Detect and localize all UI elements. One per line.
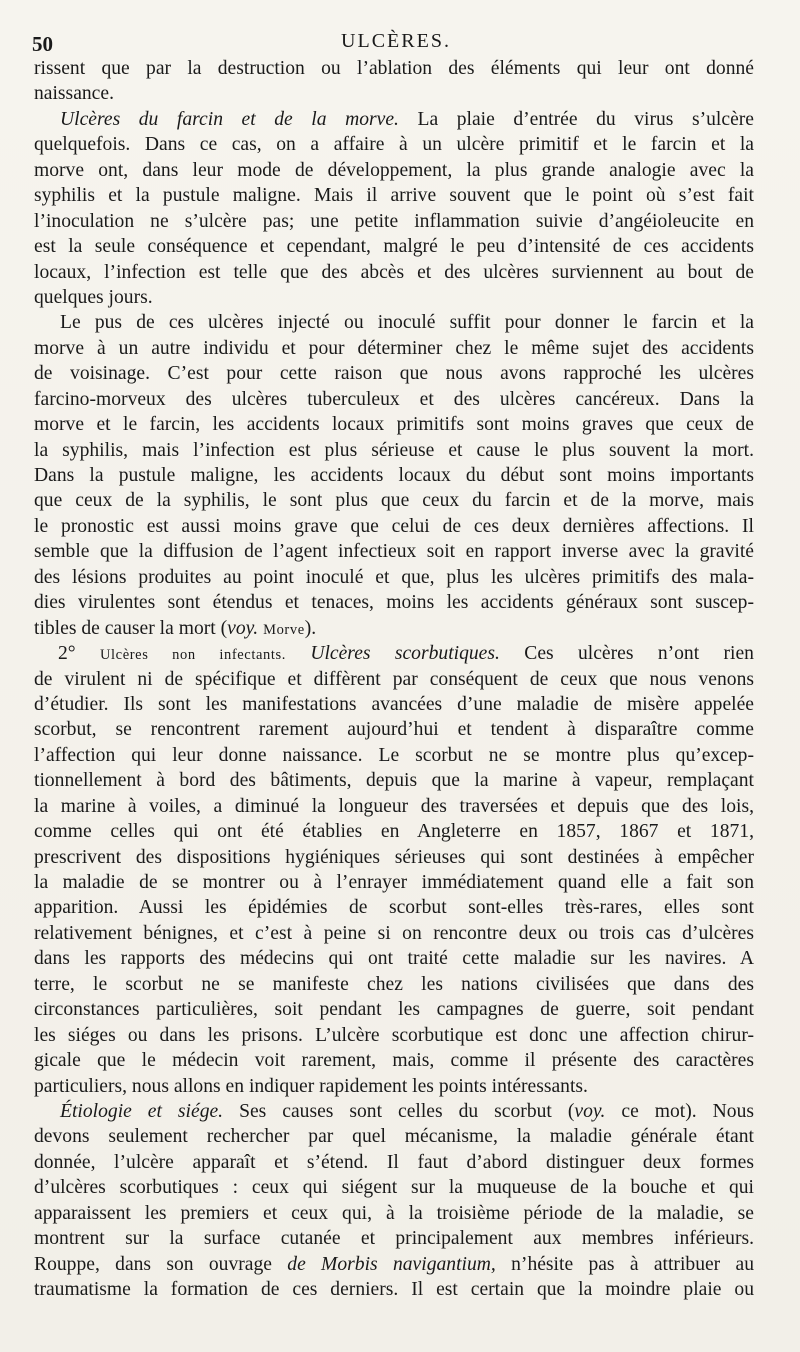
text-line: la syphilis, mais l’infection est plus sérieuse et cause le plus souvent la mort. bbox=[34, 439, 754, 461]
text-line: de virulent ni de spécifique et diffèrent par conséquent de ceux que nous venons bbox=[34, 668, 754, 690]
text-segment: ce mot). Nous bbox=[605, 1100, 754, 1122]
text-segment: Ses causes sont celles du scorbut ( bbox=[223, 1100, 575, 1122]
text-line: la maladie de se montrer ou à l’enrayer immédiatement quand elle a fait son bbox=[34, 872, 754, 893]
running-title: ULCÈRES. bbox=[341, 30, 451, 52]
text-line bbox=[34, 107, 754, 132]
text-line: morve et le farcin, les accidents locaux primitifs sont moins graves que ceux de bbox=[34, 414, 754, 436]
text-line bbox=[34, 641, 754, 666]
text-line: montrent sur la surface cutanée et principalement aux membres inférieurs. bbox=[34, 1228, 754, 1250]
text-line: les siéges ou dans les prisons. L’ulcère scorbutique est donc une affection chirur- bbox=[34, 1024, 754, 1046]
text-segment: tibles de causer la mort ( bbox=[34, 617, 228, 639]
page-header bbox=[32, 28, 760, 56]
text-line: rissent que par la destruction ou l’ablation des éléments qui leur ont donné bbox=[34, 58, 754, 79]
text-line: le pronostic est aussi moins grave que celui de ces deux dernières affections. Il bbox=[34, 515, 754, 537]
text-line: la marine à voiles, a diminué la longueur des traversées et depuis que des lois, bbox=[34, 795, 754, 817]
text-line: traumatisme la formation de ces derniers. Il est certain que la moindre plaie ou bbox=[34, 1279, 754, 1300]
text-line: est la seule conséquence et cependant, malgré le peu d’intensité de ces accidents bbox=[34, 236, 754, 258]
italic-text: Étiologie et siége. bbox=[60, 1100, 224, 1122]
text-line: tionnellement à bord des bâtiments, depuis que la marine à vapeur, remplaçant bbox=[34, 770, 754, 792]
text-line: farcino-morveux des ulcères tuberculeux et des ulcères cancéreux. Dans la bbox=[34, 388, 754, 410]
text-line: l’affection qui leur donne naissance. Le scorbut ne se montre plus qu’excep- bbox=[34, 744, 754, 766]
text-line: comme celles qui ont été établies en Angleterre en 1857, 1867 et 1871, bbox=[34, 821, 754, 843]
text-line: morve à un autre individu et pour déterminer chez le même sujet des accidents bbox=[34, 337, 754, 359]
text-line: terre, le scorbut ne se manifeste chez les nations civilisées que dans des bbox=[34, 973, 754, 995]
text-line: quelquefois. Dans ce cas, on a affaire à un ulcère primitif et le farcin et la bbox=[34, 134, 754, 156]
italic-text: Ulcères scorbutiques. bbox=[310, 643, 500, 665]
text-line: d’ulcères scorbutiques : ceux qui siégent sur la muqueuse de la bouche et qui bbox=[34, 1177, 754, 1199]
text-segment: La plaie d’entrée du virus s’ulcère bbox=[398, 108, 754, 130]
text-line: semble que la diffusion de l’agent infectieux soit en rapport inverse avec la gravité bbox=[34, 541, 754, 563]
text-line: gicale que le médecin voit rarement, mais, comme il présente des caractères bbox=[34, 1050, 754, 1072]
italic-text: Ulcères du farcin et de la morve. bbox=[60, 108, 399, 130]
text-line: scorbut, se rencontrent rarement aujourd’hui et tendent à disparaître comme bbox=[34, 719, 754, 741]
text-line: de voisinage. C’est pour cette raison que nous avons rapproché les ulcères bbox=[34, 363, 754, 385]
page-number: 50 bbox=[32, 32, 53, 56]
text-segment: Rouppe, dans son ouvrage bbox=[34, 1253, 288, 1275]
text-line: locaux, l’infection est telle que des abcès et des ulcères surviennent au bout de bbox=[34, 261, 754, 283]
small-caps-text: Ulcères non infectants. bbox=[99, 647, 286, 664]
text-line: quelques jours. bbox=[34, 286, 153, 308]
text-line: morve ont, dans leur mode de développement, la plus grande analogie avec la bbox=[34, 159, 754, 181]
italic-text: voy. bbox=[227, 617, 259, 639]
text-line: Le pus de ces ulcères injecté ou inoculé suffit pour donner le farcin et la bbox=[60, 312, 754, 334]
text-line: des lésions produites au point inoculé et que, plus les ulcères primitifs des mala- bbox=[34, 566, 754, 588]
italic-text: de Morbis navigantium, bbox=[287, 1253, 496, 1275]
text-line: syphilis et la pustule maligne. Mais il arrive souvent que le point où s’est fait bbox=[34, 185, 754, 207]
text-line: que ceux de la syphilis, le sont plus que ceux du farcin et de la morve, mais bbox=[34, 490, 754, 512]
small-caps-text: Morve bbox=[263, 621, 305, 638]
text-line: apparaissent les premiers et ceux qui, à la troisième période de la maladie, se bbox=[34, 1202, 754, 1224]
text-line bbox=[34, 1099, 754, 1124]
text-line: naissance. bbox=[34, 83, 114, 105]
text-line: particuliers, nous allons en indiquer rapidement les points intéressants. bbox=[34, 1075, 588, 1097]
text-line: d’étudier. Ils sont les manifestations avancées d’une maladie de misère appelée bbox=[34, 693, 754, 715]
text-segment: ). bbox=[304, 617, 317, 639]
text-segment: n’hésite pas à attribuer au bbox=[495, 1253, 754, 1275]
text-line: circonstances particulières, soit pendant les campagnes de guerre, soit pendant bbox=[34, 999, 754, 1021]
text-line: devons seulement rechercher par quel mécanisme, la maladie générale étant bbox=[34, 1126, 754, 1148]
text-line: donnée, l’ulcère apparaît et s’étend. Il faut d’abord distinguer deux formes bbox=[34, 1151, 754, 1173]
text-line bbox=[34, 1252, 754, 1277]
italic-text: voy. bbox=[574, 1100, 606, 1122]
text-line: dies virulentes sont étendus et tenaces, moins les accidents généraux sont suscep- bbox=[34, 592, 754, 614]
text-line: l’inoculation ne s’ulcère pas; une petite inflammation suivie d’angéioleucite en bbox=[34, 210, 754, 232]
text-segment: 2° bbox=[58, 643, 100, 665]
text-line: dans les rapports des médecins qui ont traité cette maladie sur les navires. A bbox=[34, 948, 754, 970]
text-line bbox=[34, 616, 754, 641]
text-line: apparition. Aussi les épidémies de scorbut sont-elles très-rares, elles sont bbox=[34, 897, 754, 919]
text-segment: Ces ulcères n’ont rien bbox=[499, 643, 754, 665]
text-segment bbox=[286, 643, 310, 664]
text-line: Dans la pustule maligne, les accidents locaux du début sont moins importants bbox=[34, 465, 754, 486]
body-text bbox=[34, 56, 754, 1302]
text-line: prescrivent des dispositions hygiéniques sérieuses qui sont destinées à empêcher bbox=[34, 846, 754, 868]
text-line: relativement bénignes, et c’est à peine si on rencontre deux ou trois cas d’ulcères bbox=[34, 922, 754, 944]
